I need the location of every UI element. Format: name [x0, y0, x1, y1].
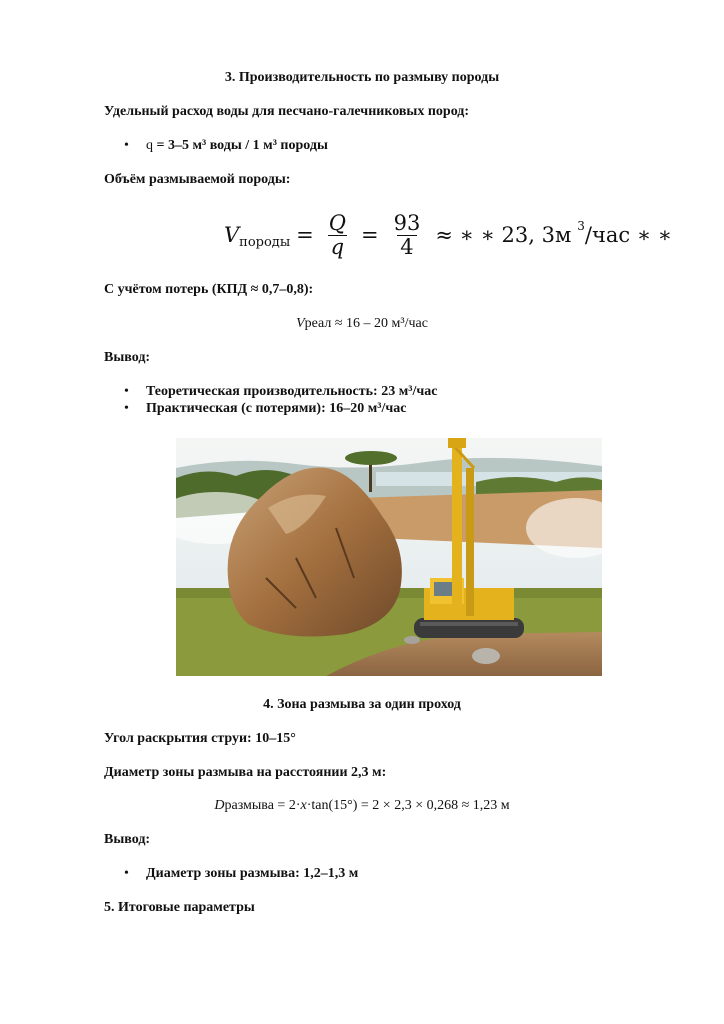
real-eq-rest: реал ≈ 16 – 20 м³/час [304, 316, 428, 331]
formula-cubed: 3 [577, 219, 585, 233]
fraction-numerator-q: Q [328, 211, 346, 236]
stone [404, 636, 420, 644]
water-rate-heading: Удельный расход воды для песчано-галечниковых пород: [104, 104, 470, 119]
real-productivity-equation [0, 316, 724, 332]
bullet-dot: • [124, 138, 129, 153]
section-3-title: 3. Производительность по размыву породы [224, 70, 500, 85]
losses-heading: С учётом потерь (КПД ≈ 0,7–0,8): [104, 282, 314, 297]
conclusion-item-text: Теоретическая производительность: 23 м³/час [146, 384, 438, 399]
diameter-heading: Диаметр зоны размыва на расстоянии 2,3 м: [104, 765, 387, 780]
bullet-dot: • [124, 384, 129, 399]
conclusion-heading-4: Вывод: [104, 832, 151, 847]
bullet-dot: • [124, 866, 129, 881]
formula-v: V [224, 223, 240, 247]
section-5-title: 5. Итоговые параметры [104, 900, 255, 915]
q-symbol: q [146, 138, 153, 153]
conclusion-item-text: Практическая (с потерями): 16–20 м³/час [146, 401, 407, 416]
real-eq-v: V [296, 316, 305, 331]
conclusion-item-diameter [124, 866, 358, 882]
diameter-eq-part-b: ·tan(15°) = 2 × 2,3 × 0,268 ≈ 1,23 м [306, 798, 510, 813]
conclusion-heading-3: Вывод: [104, 350, 151, 365]
water-rate-value: = 3–5 м³ воды / 1 м³ породы [153, 138, 328, 153]
volume-formula [224, 208, 672, 262]
section-4-title: 4. Зона размыва за один проход [263, 697, 461, 712]
water-rate-bullet [124, 138, 328, 154]
conclusion-item-text: Диаметр зоны размыва: 1,2–1,3 м [146, 866, 359, 881]
fraction-denominator-q: q [328, 235, 347, 258]
rock-drilling-illustration [176, 438, 602, 676]
formula-equals-1: = [296, 223, 314, 247]
formula-fraction-numbers [391, 212, 424, 257]
conclusion-item-theoretical [124, 384, 437, 400]
formula-equals-2: = [361, 223, 379, 247]
formula-approx-result: ≈ ∗ ∗ 23, 3м [435, 223, 572, 247]
stone [472, 648, 500, 664]
diameter-eq-d: D [214, 798, 225, 813]
diameter-eq-part-a: размыва = 2· [224, 798, 301, 813]
formula-v-subscript: породы [239, 234, 291, 250]
bullet-dot: • [124, 401, 129, 416]
diameter-equation [0, 798, 724, 814]
jet-angle-line: Угол раскрытия струи: 10–15° [104, 731, 296, 746]
formula-fraction-q [326, 212, 349, 257]
fraction-numerator-93: 93 [393, 211, 421, 236]
volume-heading: Объём размываемой породы: [104, 172, 291, 187]
conclusion-item-practical [124, 401, 406, 417]
diameter-eq-x: x [300, 798, 307, 813]
formula-tail: /час ∗ ∗ [584, 223, 673, 247]
fraction-denominator-4: 4 [397, 235, 416, 258]
